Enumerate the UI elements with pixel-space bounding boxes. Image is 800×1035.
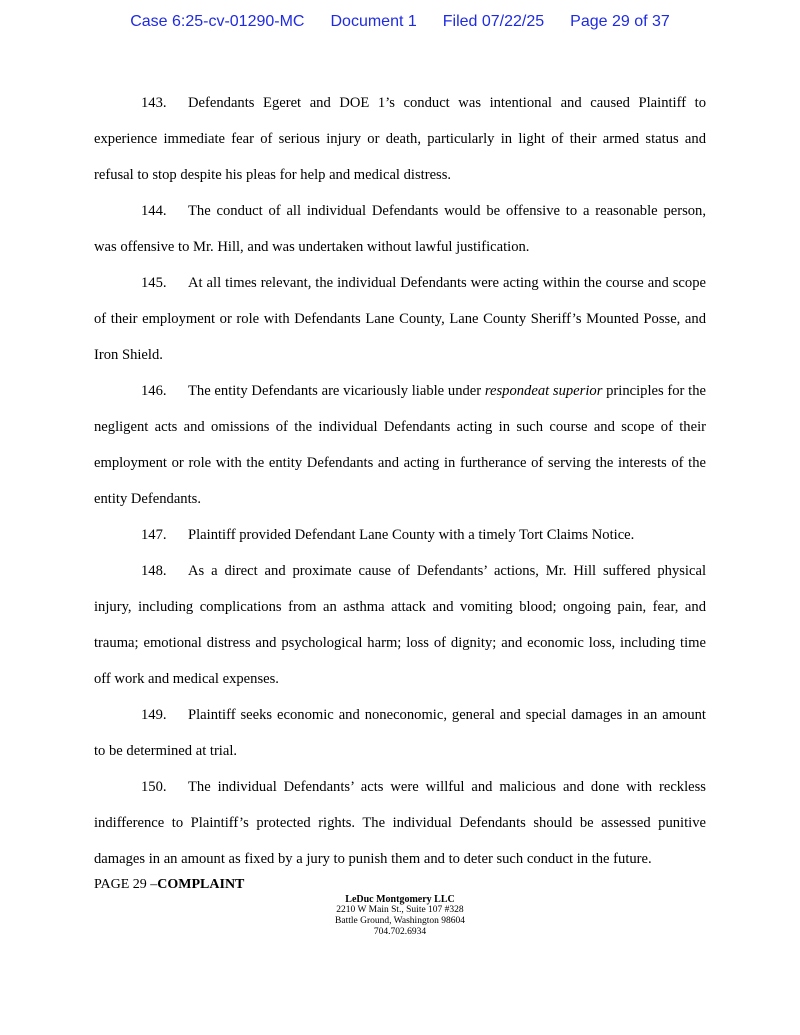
- paragraph-146: [94, 373, 706, 517]
- complaint-body: [94, 85, 706, 877]
- paragraph-text: The individual Defendants’ acts were willful and malicious and done with reckless indifference to Plaintiff’s protected rights. The individual Defendants should be assessed punitive damages in an amount as fixed by a jury to punish them and to deter such conduct in the future.: [94, 779, 706, 867]
- paragraph-number: 148.: [141, 563, 167, 579]
- paragraph-text: Plaintiff seeks economic and noneconomic, general and special damages in an amount to be determined at trial.: [94, 707, 706, 759]
- paragraph-149: [94, 697, 706, 769]
- paragraph-number: 144.: [141, 203, 167, 219]
- paragraph-text-italic: respondeat superior: [484, 383, 603, 399]
- page-label-title: COMPLAINT: [157, 877, 245, 892]
- paragraph-143: [94, 85, 706, 193]
- paragraph-number: 146.: [141, 383, 167, 399]
- paragraph-144: [94, 193, 706, 265]
- firm-phone: 704.702.6934: [373, 927, 427, 937]
- paragraph-148: [94, 553, 706, 697]
- paragraph-text-before: The entity Defendants are vicariously liable under: [188, 383, 485, 399]
- firm-footer: [0, 894, 800, 938]
- paragraph-150: [94, 769, 706, 877]
- page-label-prefix: PAGE 29 –: [94, 877, 158, 892]
- paragraph-number: 150.: [141, 779, 167, 795]
- paragraph-text: At all times relevant, the individual Defendants were acting within the course and scope of their employment or role with Defendants Lane County, Lane County Sheriff’s Mounted Posse, and Iron Shield.: [94, 275, 706, 363]
- paragraph-number: 145.: [141, 275, 167, 291]
- filed-date: Filed 07/22/25: [442, 13, 545, 30]
- paragraph-number: 147.: [141, 527, 167, 543]
- paragraph-number: 149.: [141, 707, 167, 723]
- paragraph-text: The conduct of all individual Defendants would be offensive to a reasonable person, was offensive to Mr. Hill, and was undertaken without lawful justification.: [94, 203, 706, 255]
- document-number: Document 1: [330, 13, 417, 30]
- paragraph-text: As a direct and proximate cause of Defendants’ actions, Mr. Hill suffered physical injury, including complications from an asthma attack and vomiting blood; ongoing pain, fear, and trauma; emotional distress and psychological harm; loss of dignity; and economic loss, including time off work and medical expenses.: [94, 563, 706, 687]
- firm-name: LeDuc Montgomery LLC: [345, 894, 455, 905]
- paragraph-text: Plaintiff provided Defendant Lane County with a timely Tort Claims Notice.: [188, 527, 635, 543]
- firm-address-line1: 2210 W Main St., Suite 107 #328: [336, 905, 464, 915]
- paragraph-text-after: principles for the negligent acts and omissions of the individual Defendants acting in such course and scope of their employment or role with the entity Defendants and acting in furtherance of serving the interests of the entity Defendants.: [94, 383, 706, 507]
- case-header: [0, 13, 800, 31]
- paragraph-text: Defendants Egeret and DOE 1’s conduct was intentional and caused Plaintiff to experience immediate fear of serious injury or death, particularly in light of their armed status and refusal to stop despite his pleas for help and medical distress.: [94, 95, 706, 183]
- paragraph-145: [94, 265, 706, 373]
- paragraph-number: 143.: [141, 95, 167, 111]
- page-label: [94, 877, 244, 893]
- firm-address-line2: Battle Ground, Washington 98604: [335, 916, 465, 926]
- case-number: Case 6:25-cv-01290-MC: [130, 13, 305, 30]
- paragraph-147: [94, 517, 706, 553]
- page-count: Page 29 of 37: [570, 13, 670, 30]
